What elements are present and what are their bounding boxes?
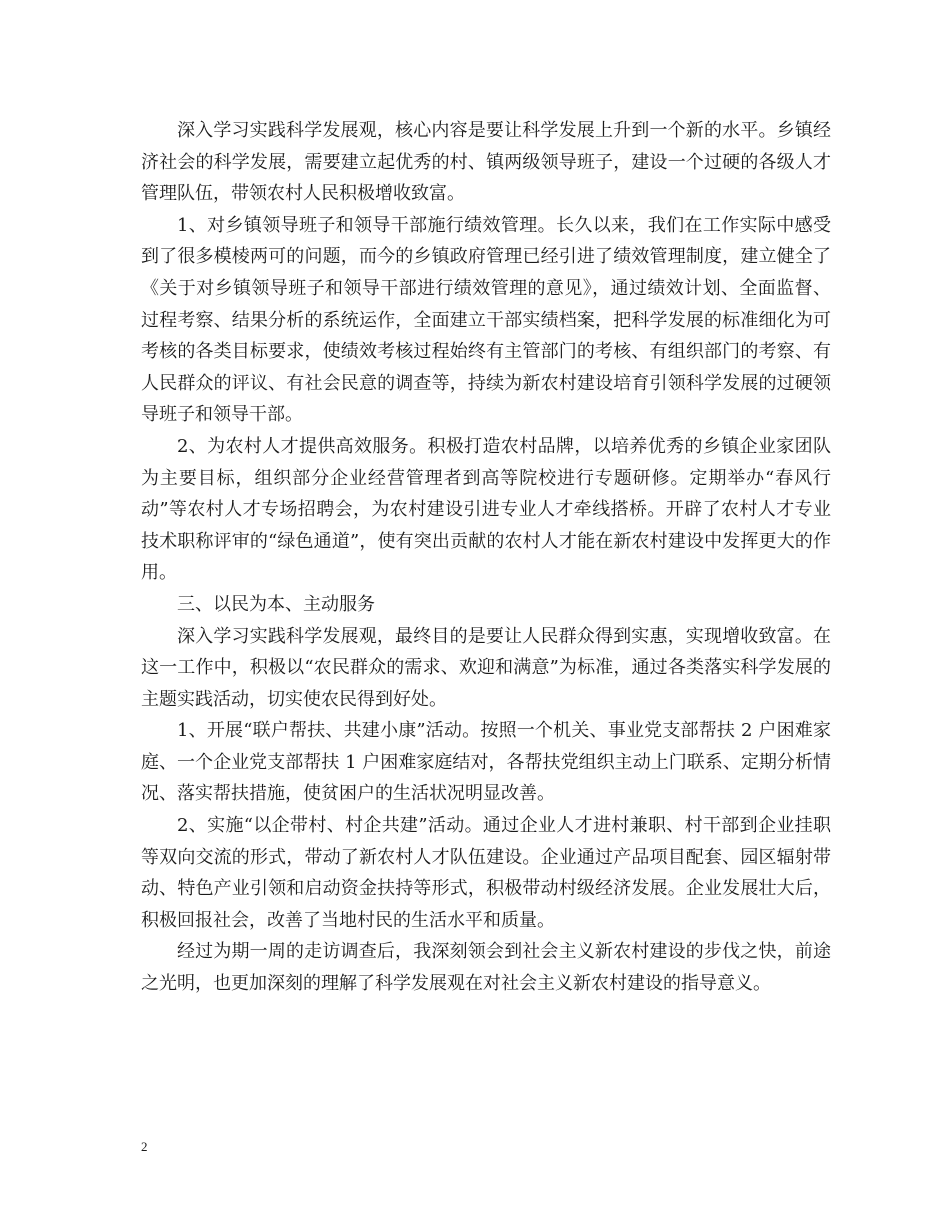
paragraph-intro: 深入学习实践科学发展观，核心内容是要让科学发展上升到一个新的水平。乡镇经济社会的科学发展，需要建立起优秀的村、镇两级领导班子，建设一个过硬的各级人才管理队伍，带领农村人民积极增收致富。 xyxy=(141,120,831,205)
paragraph-performance-management: 1、对乡镇领导班子和领导干部施行绩效管理。长久以来，我们在工作实际中感受到了很多模棱两可的问题，而今的乡镇政府管理已经引进了绩效管理制度，建立健全了《关于对乡镇领导班子和领导干部进行绩效管理的意见》，通过绩效计划、全面监督、过程考察、结果分析的系统运作，全面建立干部实绩档案，把科学发展的标准细化为可考核的各类目标要求，使绩效考核过程始终有主管部门的考核、有组织部门的考察、有人民群众的评议、有社会民意的调查等，持续为新农村建设培育引领科学发展的过硬领导班子和领导干部。 xyxy=(141,214,831,426)
document-body xyxy=(141,115,831,1000)
paragraph-conclusion: 经过为期一周的走访调查后，我深刻领会到社会主义新农村建设的步伐之快，前途之光明，也更加深刻的理解了科学发展观在对社会主义新农村建设的指导意义。 xyxy=(141,941,831,995)
page-number: 2 xyxy=(141,1139,148,1154)
paragraph-enterprise-village: 2、实施“以企带村、村企共建”活动。通过企业人才进村兼职、村干部到企业挂职等双向交流的形式，带动了新农村人才队伍建设。企业通过产品项目配套、园区辐射带动、特色产业引领和启动资金扶持等形式，积极带动村级经济发展。企业发展壮大后，积极回报社会，改善了当地村民的生活水平和质量。 xyxy=(141,815,831,931)
paragraph-talent-services: 2、为农村人才提供高效服务。积极打造农村品牌，以培养优秀的乡镇企业家团队为主要目标，组织部分企业经营管理者到高等院校进行专题研修。定期举办“春风行动”等农村人才专场招聘会，为农村建设引进专业人才牵线搭桥。开辟了农村人才专业技术职称评审的“绿色通道”，使有突出贡献的农村人才能在新农村建设中发挥更大的作用。 xyxy=(141,435,831,584)
paragraph-people-first: 深入学习实践科学发展观，最终目的是要让人民群众得到实惠，实现增收致富。在这一工作中，积极以“农民群众的需求、欢迎和满意”为标准，通过各类落实科学发展的主题实践活动，切实使农民得到好处。 xyxy=(141,625,831,710)
section-heading: 三、以民为本、主动服务 xyxy=(177,593,375,615)
paragraph-household-assistance: 1、开展“联户帮扶、共建小康”活动。按照一个机关、事业党支部帮扶 2 户困难家庭、一个企业党支部帮扶 1 户困难家庭结对，各帮扶党组织主动上门联系、定期分析情况、落实帮扶措施，使贫困户的生活状况明显改善。 xyxy=(141,720,831,805)
